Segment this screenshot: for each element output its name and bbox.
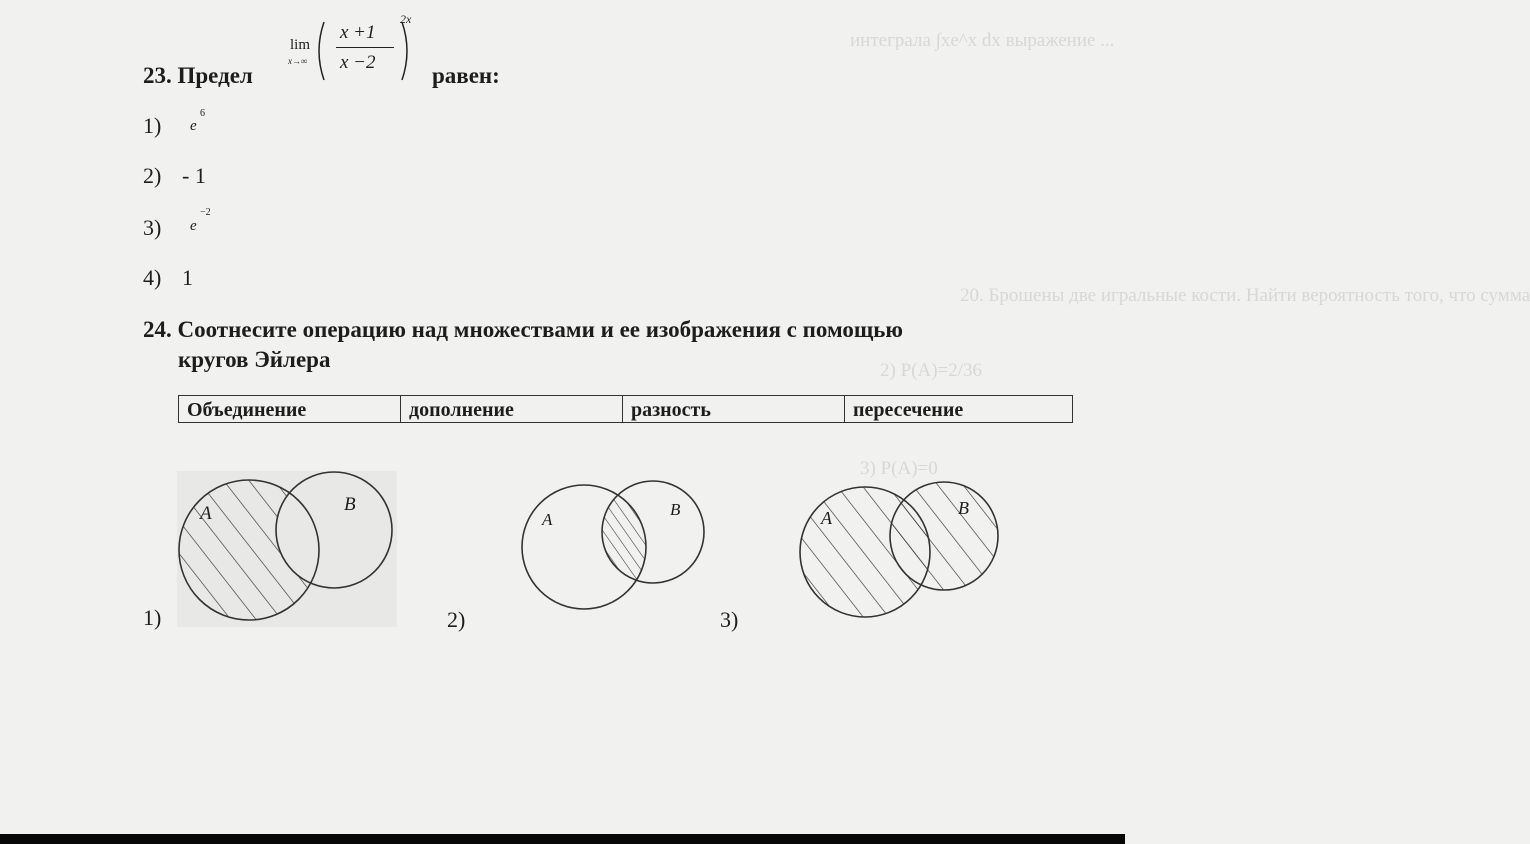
bottom-edge-bar: [0, 834, 1125, 844]
diagram-1-label-b: B: [344, 494, 356, 515]
option-text: e: [190, 218, 197, 234]
diagram-3-number: 3): [720, 607, 739, 632]
lim-text: lim: [290, 37, 311, 53]
q24-title-line1: 24. Соотнесите операцию над множествами и ее изображения с помощью: [143, 317, 903, 342]
table-cell: разность: [623, 396, 845, 423]
table-cell: Объединение: [179, 396, 401, 423]
diagram-2-label-b: B: [670, 500, 681, 519]
bleed-text-4: 3) P(A)=0: [860, 458, 938, 479]
option-text: 1: [182, 265, 193, 290]
option-sup: 6: [200, 108, 205, 119]
option-number: 2): [143, 163, 162, 188]
limit-exponent: 2x: [400, 12, 412, 26]
diagram-2-label-a: A: [542, 510, 553, 529]
bleed-text-2: 20. Брошены две игральные кости. Найти вероятность того, что сумма: [960, 285, 1530, 306]
diagram-1-label-a: A: [200, 503, 212, 524]
option-sup: −2: [200, 207, 211, 218]
q23-title: 23. Предел: [143, 63, 253, 88]
lim-subscript: x→∞: [288, 56, 308, 66]
bleed-text-1: интеграла ∫xe^x dx выражение ...: [850, 30, 1115, 51]
diagram-2-number: 2): [447, 607, 466, 632]
diagram-3-label-a: A: [821, 508, 832, 528]
option-number: 1): [143, 113, 162, 138]
q23-suffix: равен:: [432, 63, 500, 88]
diagram-1-number: 1): [143, 605, 162, 630]
fraction-denominator: x −2: [340, 52, 376, 73]
option-text: e: [190, 118, 197, 134]
table-cell: пересечение: [845, 396, 1073, 423]
table-cell: дополнение: [401, 396, 623, 423]
option-number: 4): [143, 265, 162, 290]
option-number: 3): [143, 215, 162, 240]
option-text: - 1: [182, 163, 206, 188]
diagram-3-label-b: B: [958, 498, 969, 518]
fraction-numerator: x +1: [340, 22, 376, 43]
bleed-text-3: 2) P(A)=2/36: [880, 360, 983, 381]
q24-title-line2: кругов Эйлера: [178, 347, 331, 372]
